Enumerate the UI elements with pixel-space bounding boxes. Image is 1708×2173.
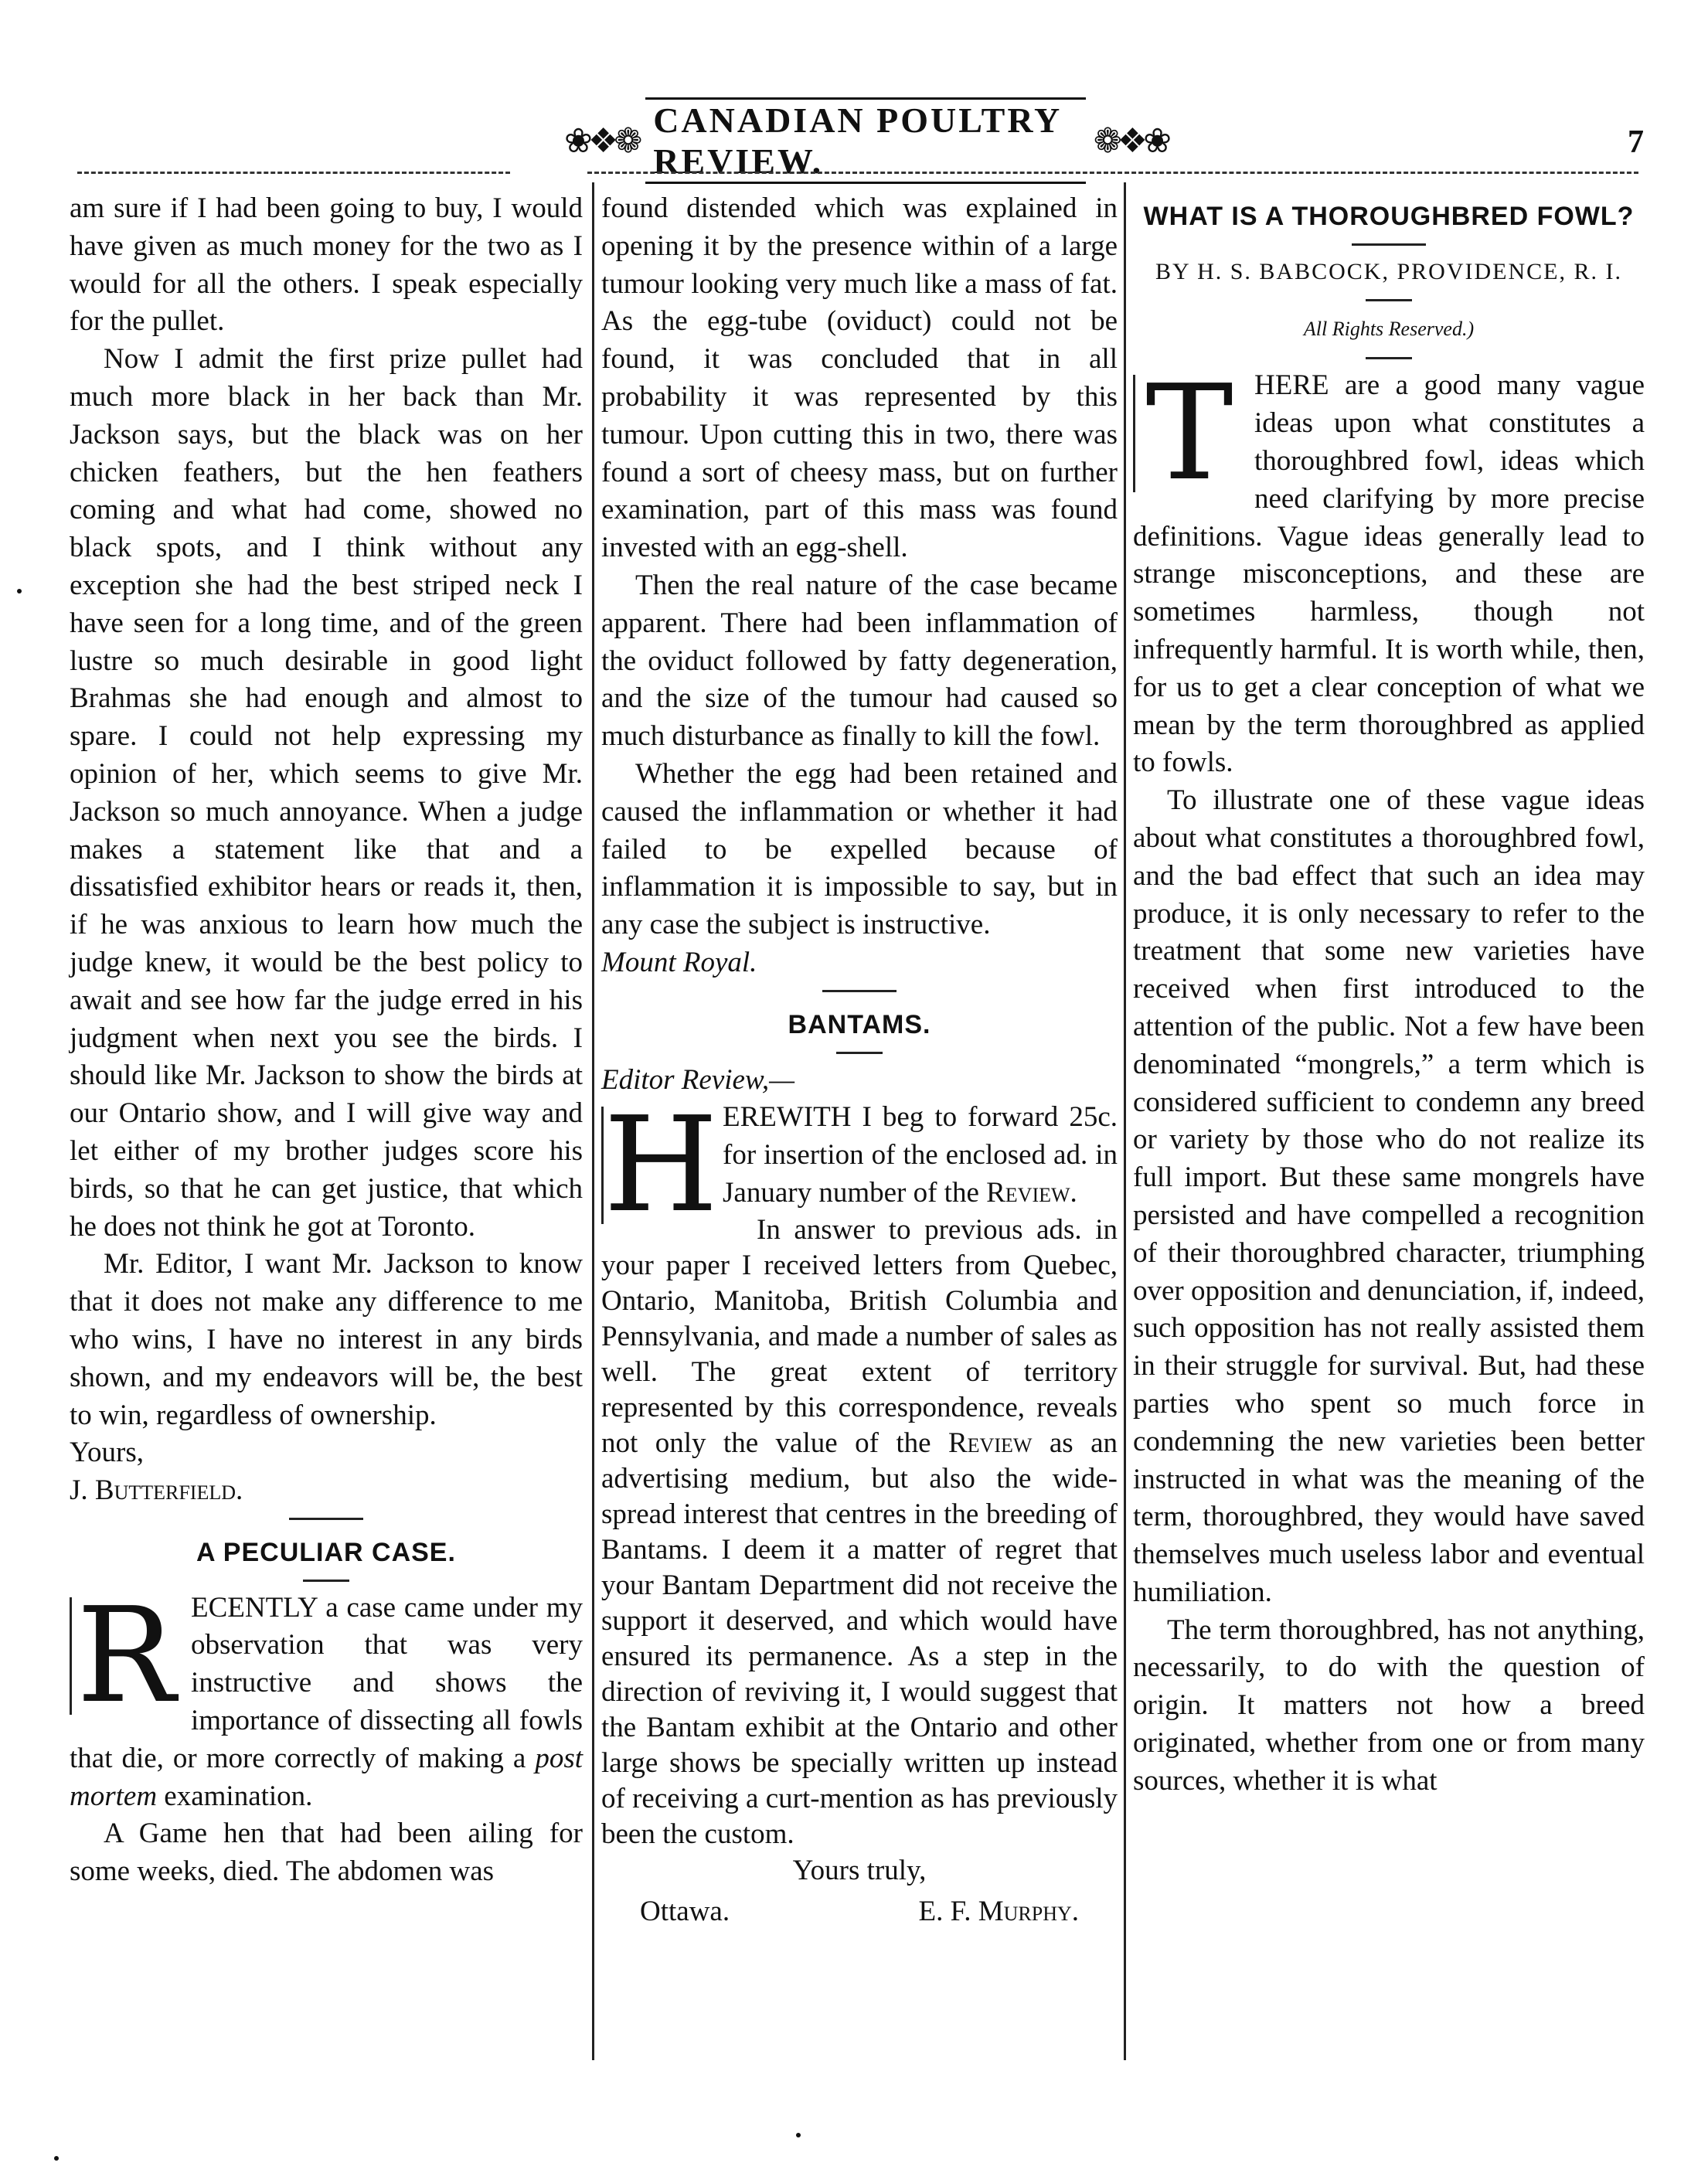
col2-paragraph-5b: as an advertising medium, but also the wide-spread interest that centres in the breeding of Bantams. I deem it a matter of regret that your Bantam Department did not receive the support it deserved, and which would have ensured its permanence. As a step in the direction of reviving it, I would suggest that the Bantam exhibit at the Ontario and other large shows be specially written up instead of receiving a curt-mention as has previously been the custom. bbox=[601, 1427, 1118, 1850]
bantams-heading: BANTAMS. bbox=[788, 1009, 931, 1039]
scan-speck bbox=[54, 2156, 59, 2161]
col2-signature: E. F. Murphy. bbox=[918, 1895, 1079, 1927]
scan-speck bbox=[796, 2133, 801, 2137]
col1-paragraph-1: am sure if I had been going to buy, I would have given as much money for the two as I would for all the others. I speak especially for the pullet. bbox=[70, 192, 583, 338]
col2-paragraph-5a: In answer to previous ads. in your paper I received letters from Quebec, Ontario, Manitoba, British Columbia and Pennsylvania, and made a number of sales as well. The great extent of territory represented by this correspondence, reveals not only the value of the bbox=[601, 1213, 1118, 1459]
col2-paragraph-3: Whether the egg had been retained and caused the inflammation or whether it had failed to be expelled because of inflammation it is impossible to say, but in any case the subject is instructive. bbox=[601, 757, 1118, 941]
col3-paragraph-1: HERE are a good many vague ideas upon what constitutes a thoroughbred fowl, ideas which need clarifying by more precise definitions. Vague ideas generally lead to strange misconceptions, and these are sometimes harmless, though not infrequently harmful. It is worth while, then, for us to get a clear conception of what we mean by the term thoroughbred as applied to fowls. bbox=[1133, 369, 1645, 779]
col2-paragraph-4: EREWITH I beg to forward 25c. for insertion of the enclosed ad. in January number of the bbox=[723, 1101, 1118, 1209]
masthead-left-ornament: ❀❖❁ bbox=[564, 121, 638, 160]
col1-paragraph-4: ECENTLY a case came under my observation that was very instructive and shows the importance of dissecting all fowls that die, or more correctly of making a bbox=[70, 1591, 583, 1774]
col1-divider-2 bbox=[303, 1580, 349, 1582]
col2-paragraph-1: found distended which was explained in opening it by the presence within of a large tumour looking very much like a mass of fat. As the egg-tube (oviduct) could not be found, it was concluded that in all probability it was represented by this tumour. Upon cutting this in two, there was found a sort of cheesy mass, but on further examination, part of this mass was found invested with an egg-shell. bbox=[601, 192, 1118, 564]
col2-place: Ottawa. bbox=[640, 1895, 730, 1927]
header-dashed-rule-left bbox=[77, 172, 510, 174]
drop-cap-h: H bbox=[601, 1107, 712, 1224]
col1-divider bbox=[289, 1518, 363, 1520]
thoroughbred-heading: WHAT IS A THOROUGHBRED FOWL? bbox=[1143, 202, 1635, 231]
col1-paragraph-4-end: examination. bbox=[164, 1780, 313, 1812]
col3-divider-2 bbox=[1366, 299, 1412, 301]
header-dashed-rule-right bbox=[587, 172, 1638, 174]
column-2 bbox=[601, 190, 1118, 1930]
col1-yours: Yours, bbox=[70, 1437, 144, 1469]
col2-signoff bbox=[601, 1893, 1118, 1931]
page-number: 7 bbox=[1628, 124, 1644, 160]
col2-yours: Yours truly, bbox=[792, 1854, 927, 1886]
col2-divider-2 bbox=[836, 1052, 883, 1054]
masthead-right-ornament: ❁❖❀ bbox=[1093, 121, 1167, 160]
col3-paragraph-3: The term thoroughbred, has not anything, necessarily, to do with the question of origin. It matters not how a breed originated, whether from one or from many sources, whether it is what bbox=[1133, 1614, 1645, 1797]
col1-paragraph-2: Now I admit the first prize pullet had much more black in her back than Mr. Jackson says, but the black was on her chicken feathers, but the hen feathers coming and what had come, showed no black spots, and I think without any exception she had the best striped neck I have seen for a long time, and of the green lustre so much desirable in good light Brahmas she had enough and almost to spare. I could not help expressing my opinion of her, which seems to give Mr. Jackson so much annoyance. When a judge makes a statement like that and a dissatisfied exhibitor hears or reads it, then, if he was anxious to learn how much the judge knew, it would be the best policy to await and see how far the judge erred in his judgment when next you see the birds. I should like Mr. Jackson to show the birds at our Ontario show, and I will give way and let either of my brother judges score his birds, so that he can get justice, that which he does not think he got at Toronto. bbox=[70, 343, 583, 1243]
col2-salutation: Editor Review,— bbox=[601, 1063, 795, 1096]
col2-review-1: Review. bbox=[986, 1176, 1077, 1209]
column-rule-1 bbox=[592, 182, 594, 2060]
col3-divider bbox=[1352, 243, 1426, 246]
col2-paragraph-2: Then the real nature of the case became apparent. There had been inflammation of the oviduct followed by fatty degeneration, and the size of the tumour had caused so much disturbance as finally to kill the fowl. bbox=[601, 569, 1118, 753]
col1-signature: J. Butterfield. bbox=[70, 1474, 243, 1507]
peculiar-case-heading: A PECULIAR CASE. bbox=[196, 1537, 456, 1567]
col3-rights: All Rights Reserved.) bbox=[1303, 317, 1475, 340]
col3-divider-3 bbox=[1366, 357, 1412, 359]
column-rule-2 bbox=[1124, 182, 1126, 2060]
column-3 bbox=[1133, 190, 1645, 1801]
masthead-title: CANADIAN POULTRY REVIEW. bbox=[645, 97, 1086, 184]
col2-source: Mount Royal. bbox=[601, 946, 757, 978]
col1-paragraph-5: A Game hen that had been ailing for some weeks, died. The abdomen was bbox=[70, 1818, 583, 1888]
drop-cap-t: T bbox=[1133, 375, 1244, 492]
col1-post-mortem: post mortem bbox=[70, 1742, 583, 1812]
drop-cap-r: R bbox=[70, 1597, 180, 1715]
col2-review-2: Review bbox=[948, 1427, 1033, 1459]
col2-divider bbox=[822, 990, 897, 992]
scan-speck bbox=[17, 589, 22, 593]
column-1 bbox=[70, 190, 583, 1891]
col3-byline: BY H. S. BABCOCK, PROVIDENCE, R. I. bbox=[1155, 258, 1622, 284]
col1-paragraph-3: Mr. Editor, I want Mr. Jackson to know that it does not make any difference to me who wins, I have no interest in any birds shown, and my endeavors will be, the best to win, regardless of ownership. bbox=[70, 1248, 583, 1431]
masthead bbox=[556, 100, 1175, 181]
col3-paragraph-2: To illustrate one of these vague ideas about what constitutes a thoroughbred fowl, and the bad effect that such an idea may produce, it is only necessary to refer to the treatment that some new varieties have received when first introduced to the attention of the public. Not a few have been denominated “mongrels,” a term which is considered sufficient to condemn any breed or variety by those who do not realize its full import. But these same mongrels have persisted and have compelled a recognition of their thoroughbred character, triumphing over opposition and denunciation, if, indeed, such opposition has not really assisted them in their struggle for survival. But, had these parties who spent so much force in condemning the new varieties been better instructed in what was the meaning of the term, thoroughbred, they would have saved themselves much useless labor and eventual humiliation. bbox=[1133, 784, 1645, 1608]
